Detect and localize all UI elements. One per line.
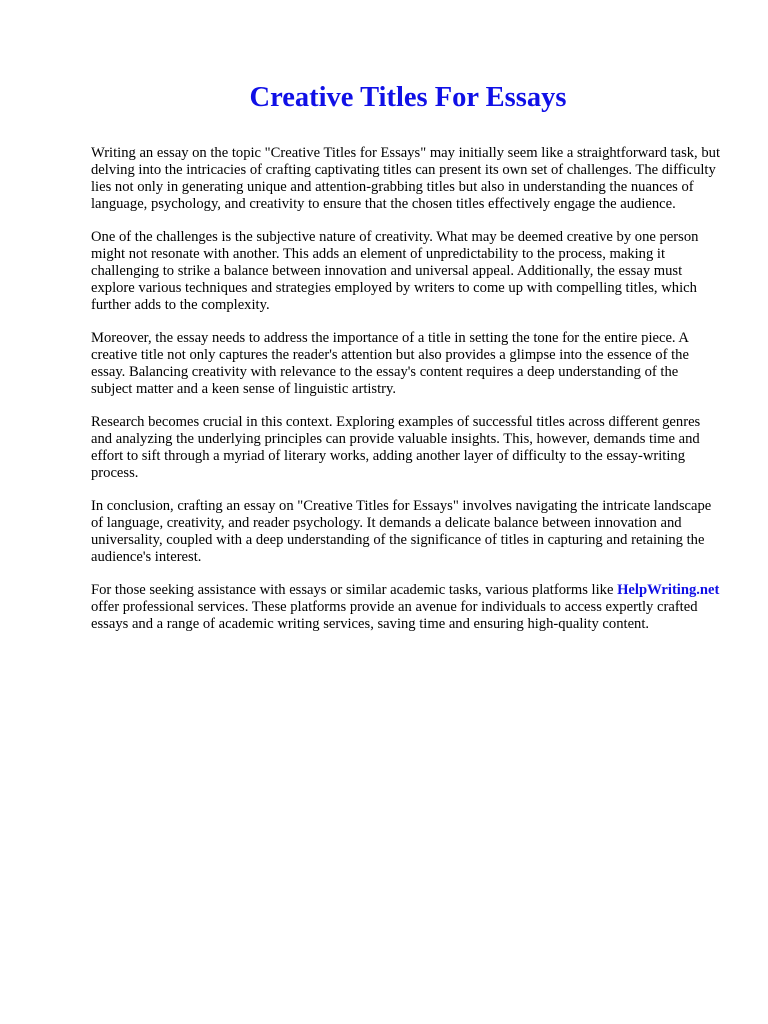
document-body: [91, 145, 723, 649]
paragraph-3: Moreover, the essay needs to address the importance of a title in setting the tone for the entire piece. A creative title not only captures the reader's attention but also provides a glimpse into the essence of the essay. Balancing creativity with relevance to the essay's content requires a deep understanding of the subject matter and a keen sense of linguistic artistry.: [91, 330, 689, 397]
paragraph-4: Research becomes crucial in this context. Exploring examples of successful titles across different genres and analyzing the underlying principles can provide valuable insights. This, however, demands time and effort to sift through a myriad of literary works, adding another layer of difficulty to the essay-writing process.: [91, 414, 701, 481]
paragraph-2: One of the challenges is the subjective nature of creativity. What may be deemed creative by one person might not resonate with another. This adds an element of unpredictability to the process, making it challenging to strike a balance between innovation and universal appeal. Additionally, the essay must explore various techniques and strategies employed by writers to come up with compelling titles, which further adds to the complexity.: [91, 229, 699, 313]
paragraph-6: [91, 582, 723, 633]
paragraph-6-after-link: offer professional services. These platforms provide an avenue for individuals to access expertly crafted essays and a range of academic writing services, saving time and ensuring high-quality content.: [91, 599, 698, 632]
page-title: Creative Titles For Essays: [249, 82, 567, 113]
paragraph-1: Writing an essay on the topic "Creative Titles for Essays" may initially seem like a straightforward task, but delving into the intricacies of crafting captivating titles can present its own set of challenges. The difficulty lies not only in generating unique and attention-grabbing titles but also in understanding the nuances of language, psychology, and creativity to ensure that the chosen titles effectively engage the audience.: [91, 145, 721, 212]
paragraph-6-before-link: For those seeking assistance with essays or similar academic tasks, various platforms like: [91, 582, 618, 598]
paragraph-5: In conclusion, crafting an essay on "Creative Titles for Essays" involves navigating the intricate landscape of language, creativity, and reader psychology. It demands a delicate balance between innovation and universality, coupled with a deep understanding of the significance of titles in capturing and retaining the audience's interest.: [91, 498, 712, 565]
helpwriting-link[interactable]: HelpWriting.net: [617, 582, 720, 598]
